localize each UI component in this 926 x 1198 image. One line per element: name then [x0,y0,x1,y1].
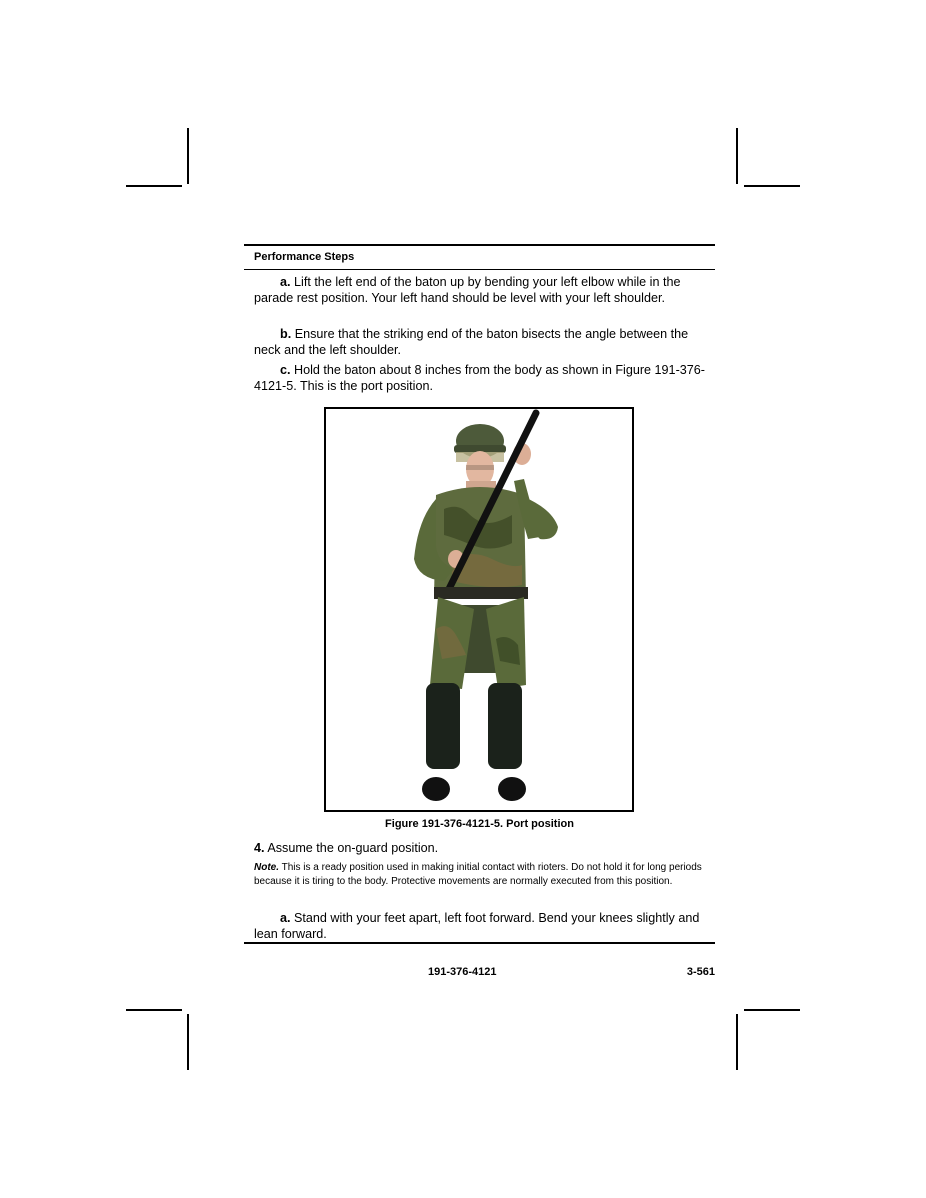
crop-mark [187,1014,189,1070]
crop-mark [736,128,738,184]
step-letter: a. [280,275,291,289]
note-label: Note. [254,862,279,873]
step-text: Ensure that the striking end of the baton bisects the angle between the neck and the left shoulder. [254,327,689,357]
crop-mark [126,185,182,187]
figure-caption: Figure 191-376-4121-5. Port position [385,818,574,830]
crop-mark [736,1014,738,1070]
crop-mark [187,128,189,184]
step-letter: b. [280,327,292,341]
footer-rule [244,942,715,944]
header-rule [244,244,715,246]
step-4-heading [254,841,438,855]
step-b-paragraph [254,326,709,358]
header-underline [244,269,715,270]
step-text: Stand with your feet apart, left foot forward. Bend your knees slightly and lean forward. [254,911,700,941]
crop-mark [744,185,800,187]
note-text: This is a ready position used in making initial contact with rioters. Do not hold it for long periods because it is tiring to the body. Protective movements are normally executed from this position. [254,862,702,887]
section-header: Performance Steps [254,251,355,263]
note-paragraph [254,861,714,889]
step-letter: a. [280,911,291,925]
step-text: Lift the left end of the baton up by bending your left elbow while in the parade rest position. Your left hand should be level with your left shoulder. [254,275,681,305]
step-4a-paragraph [254,910,709,942]
step-letter: c. [280,363,291,377]
step-text: Hold the baton about 8 inches from the body as shown in Figure 191-376-4121-5. This is the port position. [254,363,705,393]
soldier-illustration [326,409,632,810]
step-c-paragraph [254,362,709,394]
crop-mark [126,1009,182,1011]
step-text: Assume the on-guard position. [264,841,439,855]
footer-document-number: 191-376-4121 [428,966,497,978]
step-number: 4. [254,841,265,855]
figure-port-position [324,407,634,812]
footer-page-number: 3-561 [686,966,715,978]
step-a-paragraph [254,274,709,306]
crop-mark [744,1009,800,1011]
